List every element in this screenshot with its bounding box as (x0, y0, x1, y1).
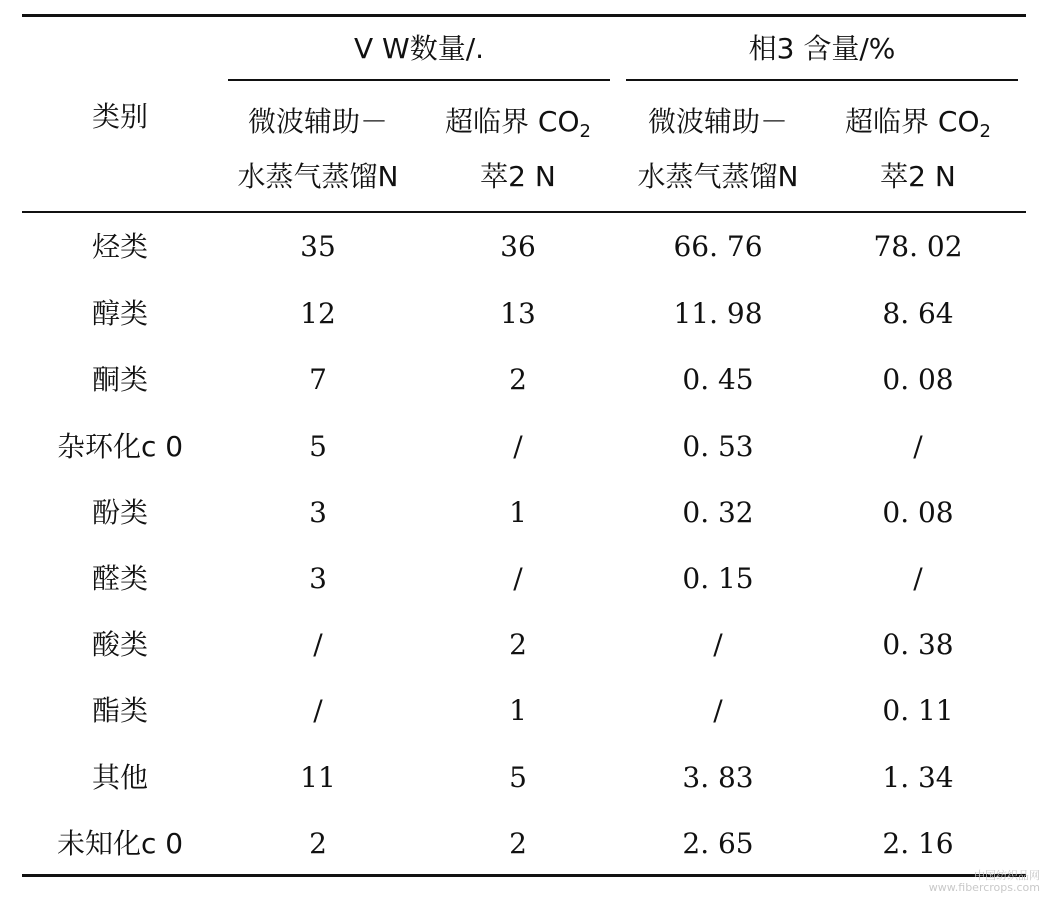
row-label: 酚类 (91, 496, 148, 529)
stub-header: 类别 (91, 100, 148, 133)
row-label: 酸类 (91, 628, 148, 661)
watermark-line2: www.fibercrops.com (928, 881, 1040, 894)
col4-header-subscript: 2 (979, 121, 991, 142)
cell-count-microwave: / (313, 628, 323, 661)
cell-count-microwave: / (313, 694, 323, 727)
col2-header-line1 (418, 105, 618, 142)
data-table (22, 0, 1026, 900)
cell-count-supercritical: / (513, 562, 523, 595)
cell-count-microwave: 5 (309, 430, 327, 463)
cell-count-microwave: 3 (309, 562, 327, 595)
cell-content-supercritical: 0. 08 (882, 363, 954, 396)
cell-count-supercritical: 1 (509, 694, 527, 727)
group-underline-count (228, 79, 610, 81)
row-label: 其他 (91, 761, 148, 794)
row-label: 烃类 (91, 230, 148, 263)
table-top-rule (22, 14, 1026, 17)
col1-header-line2: 水蒸气蒸馏N (237, 160, 399, 193)
cell-count-microwave: 11 (300, 761, 336, 794)
col1-header-line1: 微波辅助－ (247, 105, 388, 138)
row-label: 杂环化c 0 (56, 430, 184, 463)
col2-header-line2: 萃2 N (480, 160, 556, 193)
cell-count-supercritical: 36 (500, 230, 536, 263)
cell-content-microwave: 2. 65 (682, 827, 754, 860)
cell-content-microwave: / (713, 694, 723, 727)
row-label: 醇类 (91, 297, 148, 330)
cell-count-microwave: 35 (300, 230, 336, 263)
cell-count-supercritical: 2 (509, 628, 527, 661)
watermark (929, 870, 1040, 894)
cell-content-supercritical: 0. 11 (882, 694, 954, 727)
cell-content-supercritical: 0. 08 (882, 496, 954, 529)
row-label: 酯类 (91, 694, 148, 727)
cell-content-supercritical: 1. 34 (882, 761, 954, 794)
row-label: 酮类 (91, 363, 148, 396)
col3-header-line1: 微波辅助－ (647, 105, 788, 138)
cell-count-supercritical: 2 (509, 827, 527, 860)
group-header-count: V W数量/. (353, 32, 485, 65)
col4-header-line2: 萃2 N (880, 160, 956, 193)
col4-header-main: 超临界 CO (845, 105, 980, 138)
cell-content-supercritical: 2. 16 (882, 827, 954, 860)
cell-count-microwave: 7 (309, 363, 327, 396)
cell-count-supercritical: 5 (509, 761, 527, 794)
row-label: 醛类 (91, 562, 148, 595)
cell-count-microwave: 2 (309, 827, 327, 860)
cell-content-microwave: 0. 32 (682, 496, 754, 529)
cell-count-microwave: 12 (300, 297, 336, 330)
cell-content-supercritical: 8. 64 (882, 297, 954, 330)
cell-content-microwave: 11. 98 (673, 297, 763, 330)
cell-count-supercritical: 1 (509, 496, 527, 529)
cell-content-supercritical: 78. 02 (873, 230, 963, 263)
row-label: 未知化c 0 (56, 827, 184, 860)
cell-count-supercritical: 2 (509, 363, 527, 396)
cell-content-microwave: 0. 53 (682, 430, 754, 463)
cell-content-supercritical: / (913, 430, 923, 463)
group-underline-content (626, 79, 1018, 81)
cell-content-supercritical: / (913, 562, 923, 595)
cell-content-microwave: 3. 83 (682, 761, 754, 794)
cell-content-microwave: 0. 15 (682, 562, 754, 595)
col2-header-subscript: 2 (579, 121, 591, 142)
watermark-line1: 中国纺织品网 (974, 869, 1040, 882)
cell-count-microwave: 3 (309, 496, 327, 529)
cell-count-supercritical: / (513, 430, 523, 463)
col2-header-main: 超临界 CO (445, 105, 580, 138)
col3-header-line2: 水蒸气蒸馏N (637, 160, 799, 193)
cell-content-microwave: / (713, 628, 723, 661)
cell-content-supercritical: 0. 38 (882, 628, 954, 661)
cell-count-supercritical: 13 (500, 297, 536, 330)
group-header-content: 相3 含量/% (748, 32, 896, 65)
cell-content-microwave: 66. 76 (673, 230, 763, 263)
header-bottom-rule (22, 211, 1026, 213)
table-bottom-rule (22, 874, 1026, 877)
cell-content-microwave: 0. 45 (682, 363, 754, 396)
col4-header-line1 (818, 105, 1018, 142)
